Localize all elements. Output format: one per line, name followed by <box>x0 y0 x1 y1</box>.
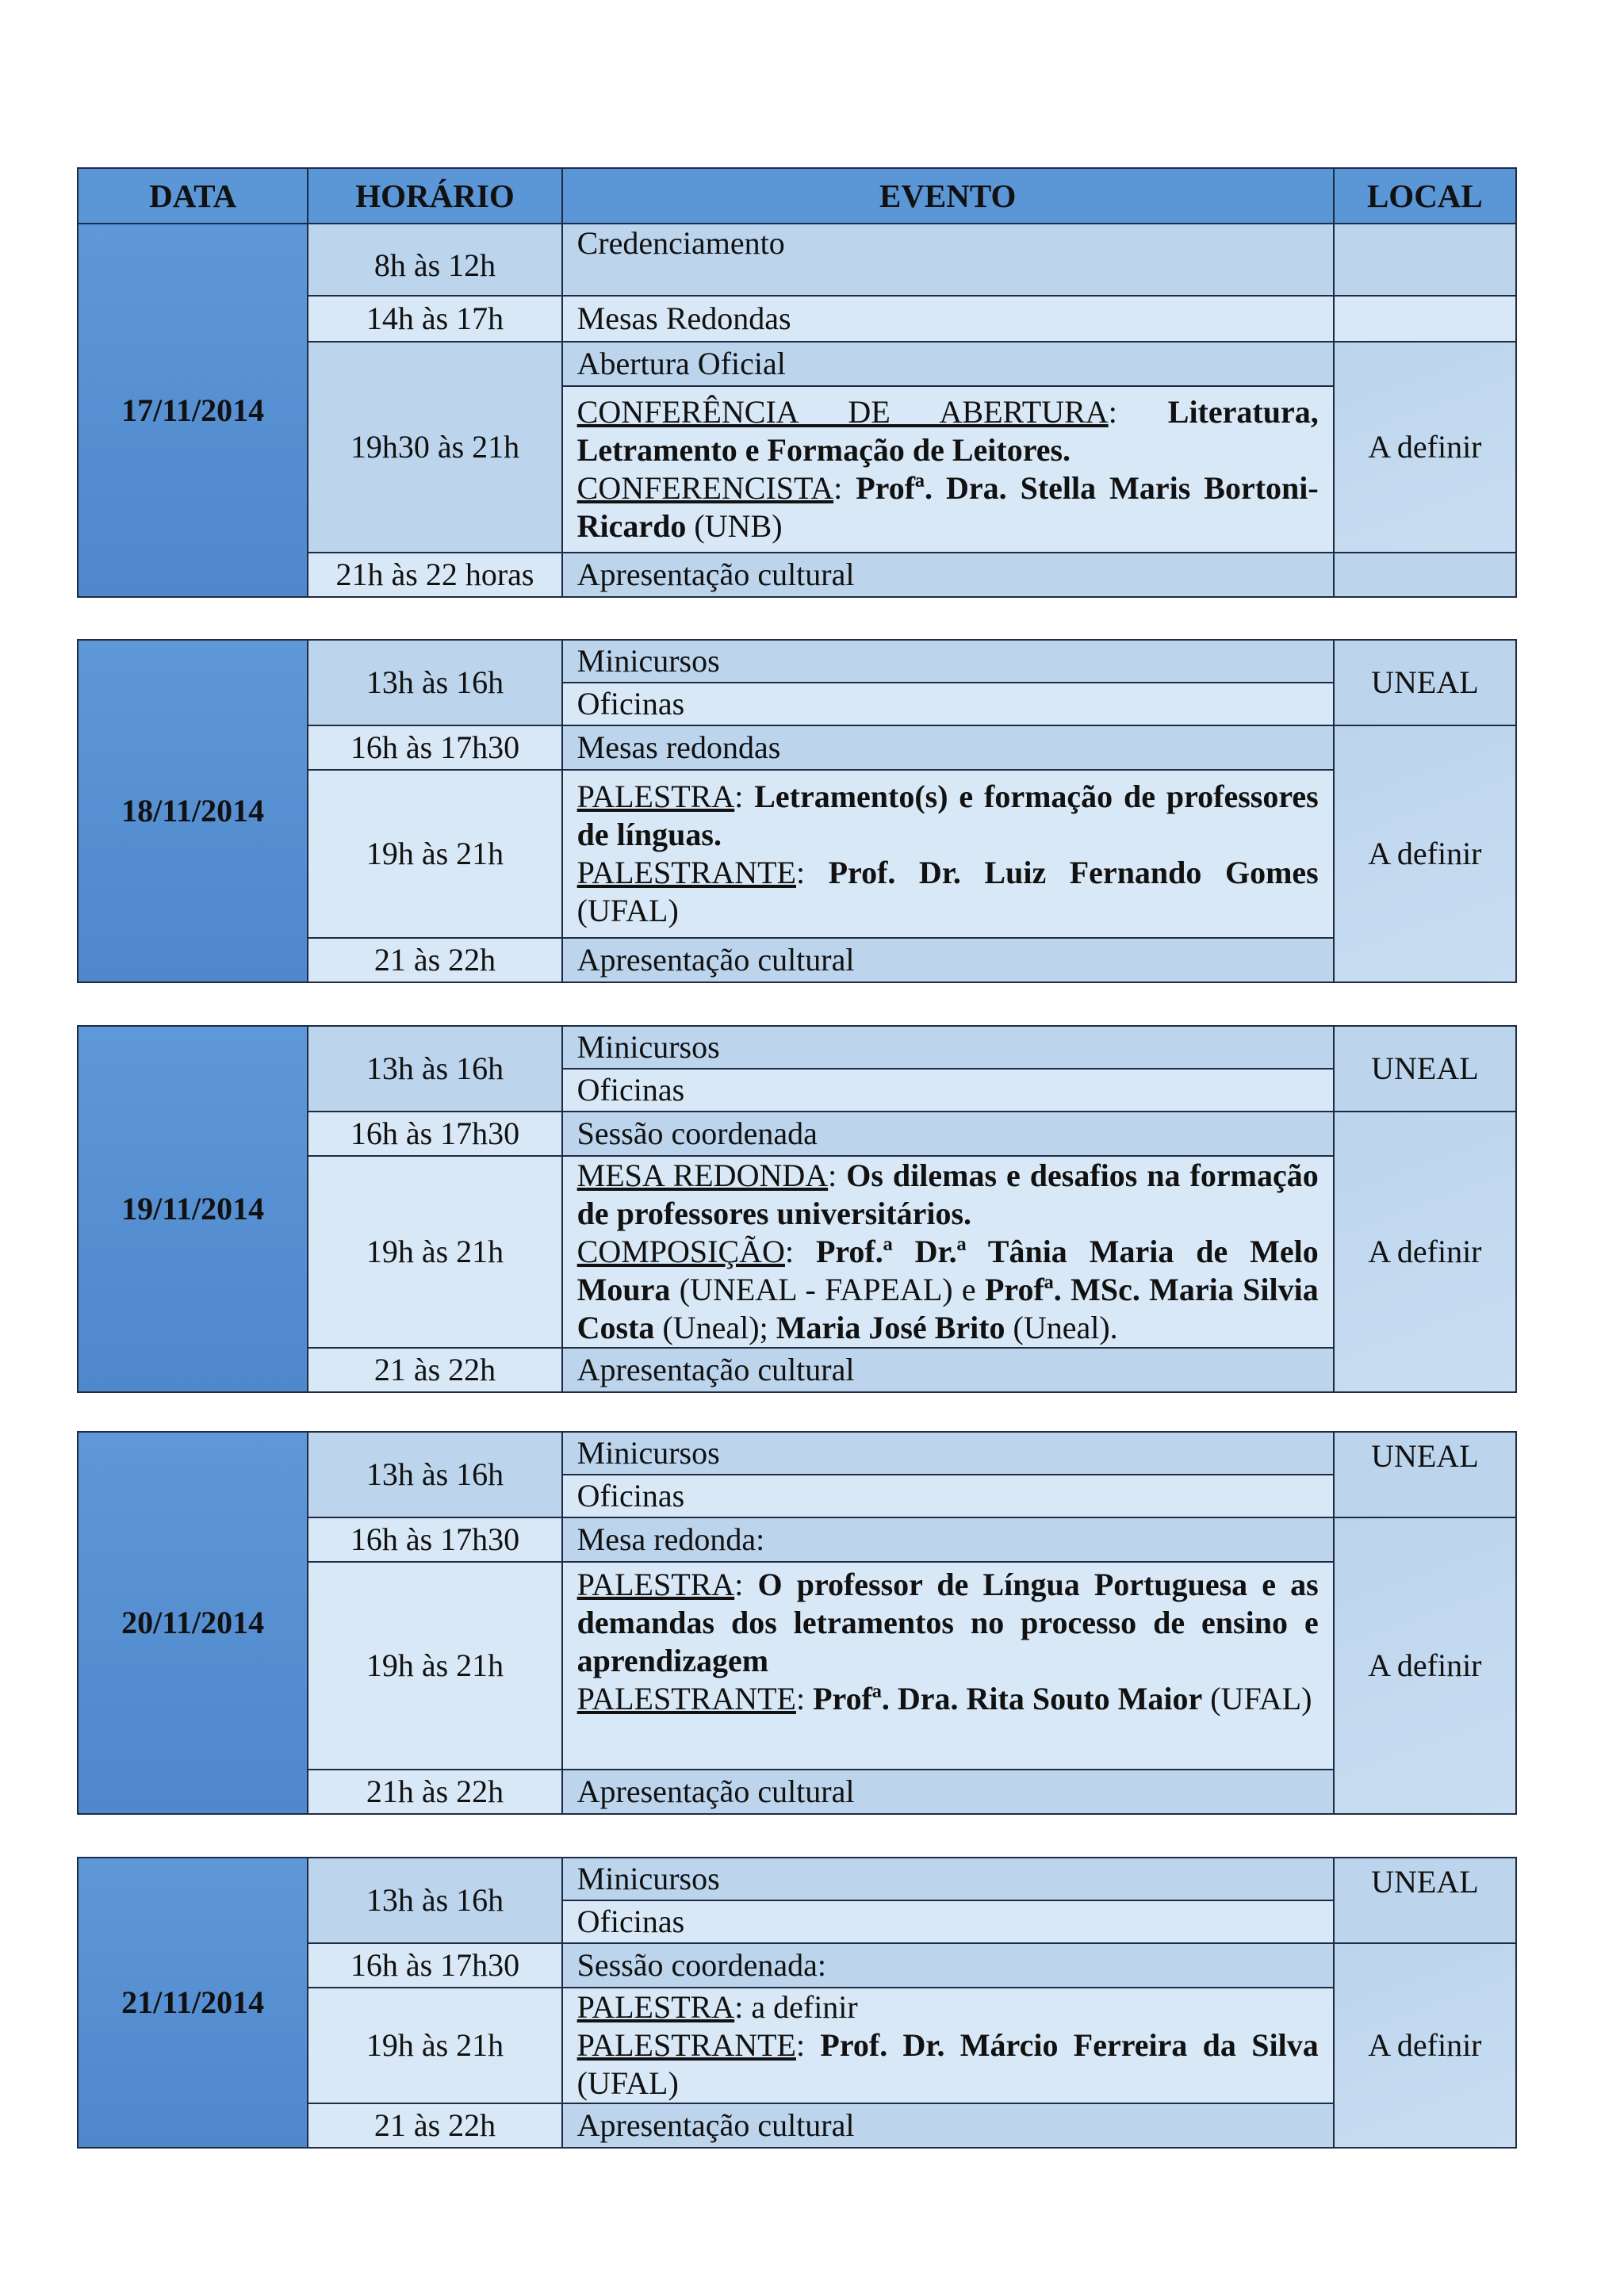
event-cell: Apresentação cultural <box>562 938 1334 982</box>
table-row <box>78 1432 1516 1475</box>
speaker-institution: (UFAL) <box>576 893 679 928</box>
event-cell <box>562 1156 1334 1348</box>
time-cell: 19h às 21h <box>308 770 561 938</box>
talk-paragraph: PALESTRA: Letramento(s) e formação de professores de línguas. <box>576 779 1319 852</box>
talk-title: O professor de Língua Portuguesa e as demandas dos letramentos no processo de ensino e aprendizagem <box>576 1567 1319 1678</box>
time-cell: 16h às 17h30 <box>308 1943 561 1988</box>
event-cell: Oficinas <box>562 1475 1334 1517</box>
table-row <box>78 640 1516 683</box>
local-cell: A definir <box>1334 1517 1516 1814</box>
local-cell: A definir <box>1334 1943 1516 2148</box>
time-cell: 19h às 21h <box>308 1562 561 1770</box>
header-local: LOCAL <box>1334 168 1516 224</box>
event-cell: Minicursos <box>562 1432 1334 1475</box>
local-cell <box>1334 224 1516 296</box>
conference-title: Literatura, Letramento e Formação de Leitores. <box>576 394 1319 468</box>
event-cell: Sessão coordenada: <box>562 1943 1334 1988</box>
table-row <box>78 1858 1516 1900</box>
panel-paragraph: MESA REDONDA: Os dilemas e desafios na formação de professores universitários. <box>576 1158 1319 1231</box>
talk-label: PALESTRA <box>576 1989 735 2025</box>
conference-paragraph: CONFERÊNCIA DE ABERTURA: Literatura, Letramento e Formação de Leitores. <box>576 394 1319 468</box>
panel-title: Os dilemas e desafios na formação de professores universitários. <box>576 1158 1319 1231</box>
event-cell: Mesas redondas <box>562 725 1334 770</box>
event-cell: Minicursos <box>562 1026 1334 1069</box>
time-cell: 21h às 22 horas <box>308 553 561 597</box>
event-cell: Abertura Oficial <box>562 342 1334 386</box>
speaker-paragraph: CONFERENCISTA: Profª. Dra. Stella Maris Bortoni-Ricardo (UNB) <box>576 470 1319 544</box>
time-cell: 21h às 22h <box>308 1770 561 1814</box>
talk-paragraph: PALESTRA: a definir <box>576 1989 858 2025</box>
event-cell: Sessão coordenada <box>562 1112 1334 1156</box>
local-cell: A definir <box>1334 342 1516 553</box>
talk-label: PALESTRA <box>576 1567 735 1602</box>
header-time: HORÁRIO <box>308 168 561 224</box>
conference-label: CONFERÊNCIA DE ABERTURA <box>576 394 1109 430</box>
event-cell: Oficinas <box>562 1900 1334 1943</box>
event-text: Credenciamento <box>576 225 785 261</box>
panelist-1-institution: (UNEAL - FAPEAL) e <box>679 1272 976 1307</box>
speaker-paragraph: PALESTRANTE: Prof. Dr. Márcio Ferreira da Silva (UFAL) <box>576 2027 1319 2101</box>
time-cell: 21 às 22h <box>308 2103 561 2148</box>
speaker-paragraph: PALESTRANTE: Profª. Dra. Rita Souto Maior (UFAL) <box>576 1681 1312 1716</box>
speaker-name: Profª. Dra. Stella Maris Bortoni-Ricardo <box>576 470 1319 544</box>
speaker-institution: (UFAL) <box>576 2065 679 2101</box>
local-cell: A definir <box>1334 725 1516 982</box>
speaker-name: Prof. Dr. Márcio Ferreira da Silva <box>820 2027 1319 2063</box>
schedule-table-day3 <box>77 1025 1517 1393</box>
date-cell: 21/11/2014 <box>78 1858 308 2148</box>
time-cell: 8h às 12h <box>308 224 561 296</box>
event-cell <box>562 386 1334 553</box>
speaker-paragraph: PALESTRANTE: Prof. Dr. Luiz Fernando Gomes (UFAL) <box>576 855 1319 928</box>
speaker-label: PALESTRANTE <box>576 855 796 890</box>
date-cell: 20/11/2014 <box>78 1432 308 1814</box>
time-cell: 16h às 17h30 <box>308 725 561 770</box>
panelist-3-institution: (Uneal). <box>1013 1310 1118 1345</box>
speaker-label: CONFERENCISTA <box>576 470 834 506</box>
speaker-institution: (UNB) <box>694 508 783 544</box>
schedule-table-day1 <box>77 167 1517 598</box>
header-event: EVENTO <box>562 168 1334 224</box>
local-cell: UNEAL <box>1334 1432 1516 1517</box>
schedule-table-day2 <box>77 639 1517 983</box>
panel-label: MESA REDONDA <box>576 1158 829 1193</box>
speaker-name: Prof. Dr. Luiz Fernando Gomes <box>828 855 1319 890</box>
time-cell: 19h às 21h <box>308 1156 561 1348</box>
schedule-table-day4 <box>77 1431 1517 1815</box>
time-cell: 16h às 17h30 <box>308 1517 561 1562</box>
panelist-1: Prof.ª Dr.ª Tânia Maria de Melo Moura <box>576 1234 1319 1307</box>
time-cell: 19h30 às 21h <box>308 342 561 553</box>
talk-title: Letramento(s) e formação de professores de línguas. <box>576 779 1319 852</box>
local-cell: UNEAL <box>1334 640 1516 725</box>
event-cell <box>562 1988 1334 2103</box>
event-cell: Oficinas <box>562 683 1334 725</box>
speaker-institution: (UFAL) <box>1210 1681 1312 1716</box>
time-cell: 13h às 16h <box>308 1432 561 1517</box>
talk-title: a definir <box>751 1989 858 2025</box>
event-cell: Mesa redonda: <box>562 1517 1334 1562</box>
event-cell: Minicursos <box>562 1858 1334 1900</box>
event-cell: Oficinas <box>562 1069 1334 1112</box>
event-cell: Mesas Redondas <box>562 296 1334 342</box>
panelist-2: Profª. MSc. Maria Silvia Costa <box>576 1272 1319 1345</box>
talk-paragraph: PALESTRA: O professor de Língua Portuguesa e as demandas dos letramentos no processo de ensino e aprendizagem <box>576 1567 1319 1678</box>
table-row <box>78 224 1516 296</box>
panelist-3: Maria José Brito <box>776 1310 1005 1345</box>
local-cell: UNEAL <box>1334 1026 1516 1112</box>
time-cell: 19h às 21h <box>308 1988 561 2103</box>
header-date: DATA <box>78 168 308 224</box>
date-cell: 19/11/2014 <box>78 1026 308 1392</box>
event-cell: Apresentação cultural <box>562 2103 1334 2148</box>
time-cell: 14h às 17h <box>308 296 561 342</box>
event-cell <box>562 1562 1334 1770</box>
local-cell: A definir <box>1334 1112 1516 1392</box>
date-cell: 17/11/2014 <box>78 224 308 597</box>
table-row <box>78 1026 1516 1069</box>
talk-label: PALESTRA <box>576 779 735 814</box>
time-cell: 13h às 16h <box>308 640 561 725</box>
time-cell: 13h às 16h <box>308 1026 561 1112</box>
local-cell <box>1334 553 1516 597</box>
local-cell <box>1334 296 1516 342</box>
time-cell: 13h às 16h <box>308 1858 561 1943</box>
time-cell: 16h às 17h30 <box>308 1112 561 1156</box>
date-cell: 18/11/2014 <box>78 640 308 982</box>
composition-label: COMPOSIÇÃO <box>576 1234 785 1269</box>
composition-paragraph: COMPOSIÇÃO: Prof.ª Dr.ª Tânia Maria de Melo Moura (UNEAL - FAPEAL) e Profª. MSc. Maria Silvia Costa (Uneal); Maria José Brito (Uneal). <box>576 1234 1319 1345</box>
time-cell: 21 às 22h <box>308 938 561 982</box>
local-cell: UNEAL <box>1334 1858 1516 1943</box>
speaker-label: PALESTRANTE <box>576 1681 796 1716</box>
schedule-table-day5 <box>77 1857 1517 2149</box>
header-row <box>78 168 1516 224</box>
event-cell <box>562 224 1334 296</box>
event-cell <box>562 770 1334 938</box>
event-cell: Apresentação cultural <box>562 1348 1334 1392</box>
time-cell: 21 às 22h <box>308 1348 561 1392</box>
panelist-2-institution: (Uneal); <box>662 1310 768 1345</box>
speaker-name: Profª. Dra. Rita Souto Maior <box>813 1681 1203 1716</box>
event-cell: Apresentação cultural <box>562 1770 1334 1814</box>
speaker-label: PALESTRANTE <box>576 2027 796 2063</box>
event-cell: Minicursos <box>562 640 1334 683</box>
event-cell: Apresentação cultural <box>562 553 1334 597</box>
